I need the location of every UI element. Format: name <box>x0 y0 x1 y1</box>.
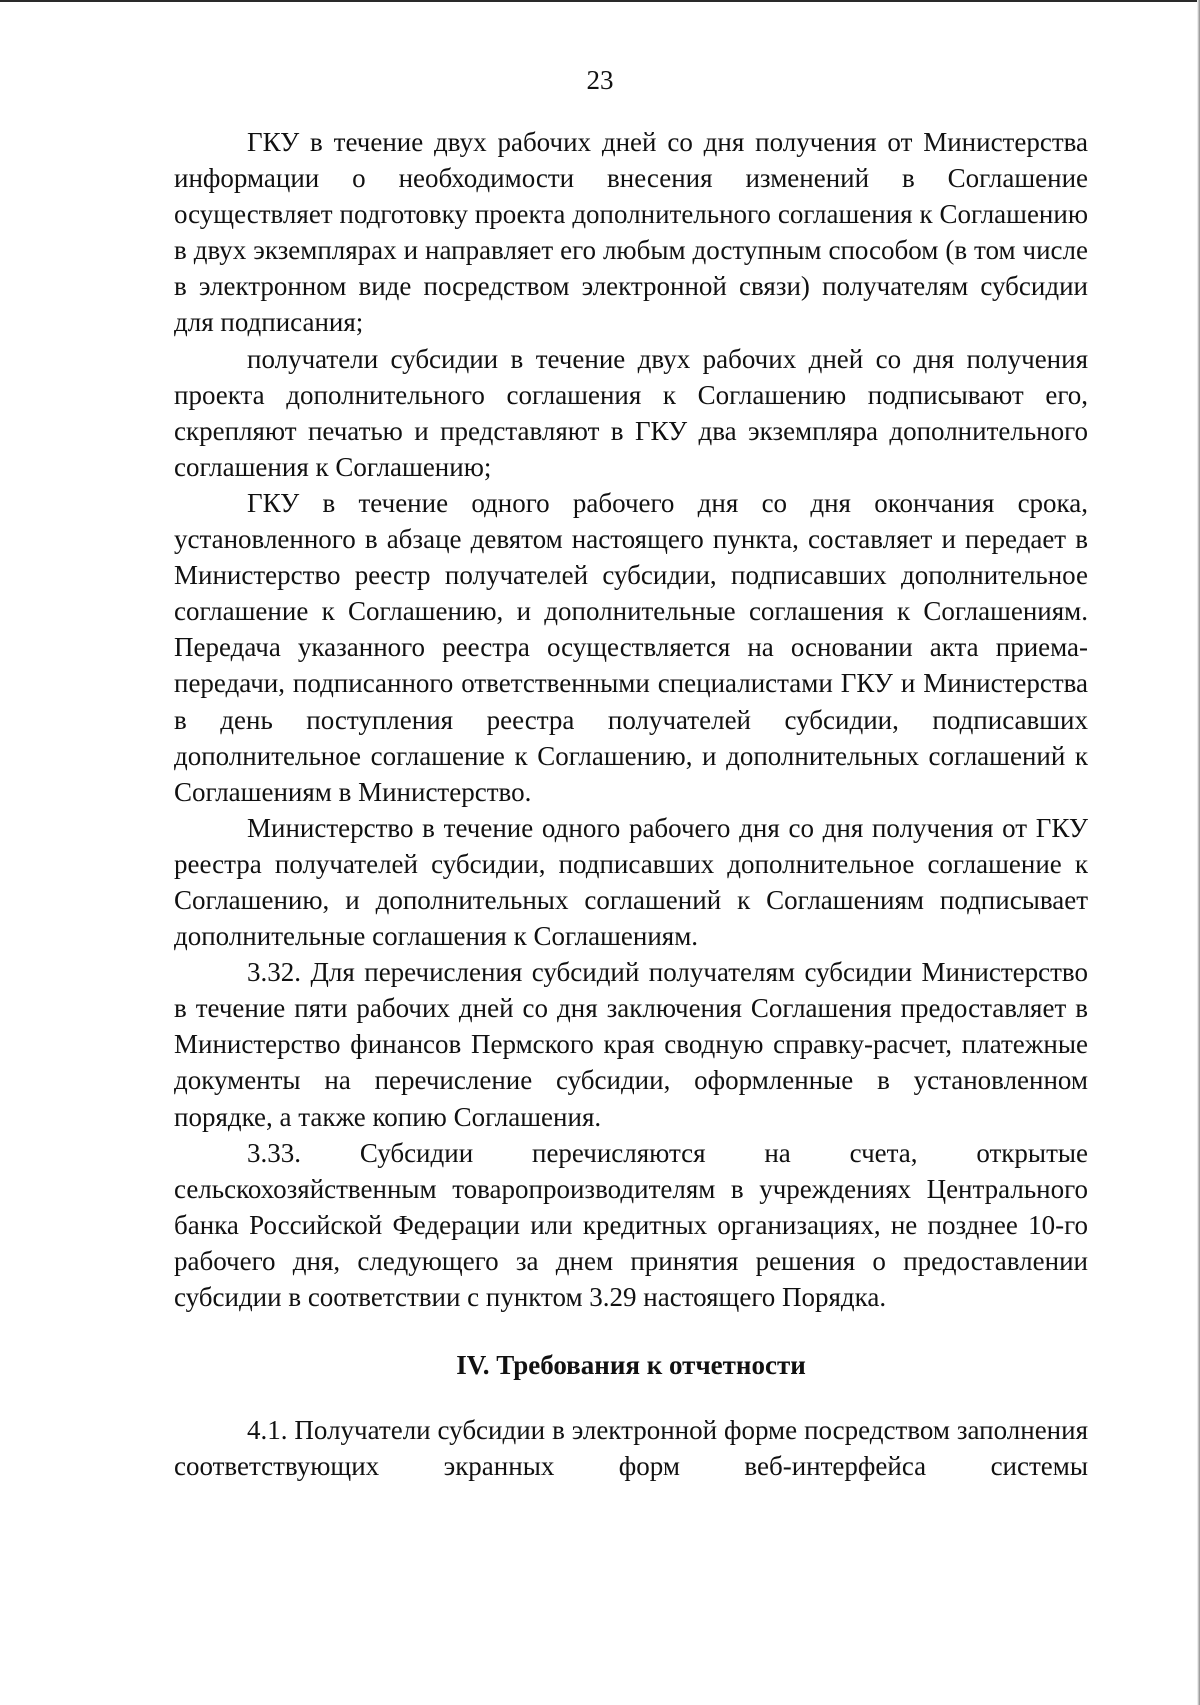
paragraph-gku-registry: ГКУ в течение одного рабочего дня со дня окончания срока, установленного в абзаце девятом настоящего пункта, составляет и передает в Министерство реестр получателей субсидии, подписавших дополнительное соглашение к Соглашению, и дополнительные соглашения к Соглашениям. Передача указанного реестра осуществляется на основании акта приема-передачи, подписанного ответственными специалистами ГКУ и Министерства в день поступления реестра получателей субсидии, подписавших дополнительное соглашение к Соглашению, и дополнительных соглашений к Соглашениям в Министерство. <box>174 487 1088 807</box>
paragraph-3-32: 3.32. Для перечисления субсидий получателям субсидии Министерство в течение пяти рабочих дней со дня заключения Соглашения предоставляет в Министерство финансов Пермского края сводную справку-расчет, платежные документы на перечисление субсидии, оформленные в установленном порядке, а также копию Соглашения. <box>174 957 1088 1132</box>
paragraph-recipients-sign: получатели субсидии в течение двух рабочих дней со дня получения проекта дополнительного соглашения к Соглашению подписывают его, скрепляют печатью и представляют в ГКУ два экземпляра дополнительного соглашения к Соглашению; <box>174 343 1088 482</box>
document-body <box>174 124 1088 1484</box>
paragraph-gku-prepares-draft: ГКУ в течение двух рабочих дней со дня получения от Министерства информации о необходимости внесения изменений в Соглашение осуществляет подготовку проекта дополнительного соглашения к Соглашению в двух экземплярах и направляет его любым доступным способом (в том числе в электронном виде посредством электронной связи) получателям субсидии для подписания; <box>174 127 1088 338</box>
paragraph-3-33: 3.33. Субсидии перечисляются на счета, открытые сельскохозяйственным товаропроизводителям в учреждениях Центрального банка Российской Федерации или кредитных организациях, не позднее 10-го рабочего дня, следующего за днем принятия решения о предоставлении субсидии в соответствии с пунктом 3.29 настоящего Порядка. <box>174 1137 1088 1312</box>
paragraph-4-1: 4.1. Получатели субсидии в электронной форме посредством заполнения соответствующих экранных форм веб-интерфейса системы <box>174 1415 1088 1482</box>
scan-edge-top <box>0 0 1200 2</box>
section-heading: IV. Требования к отчетности <box>456 1350 806 1381</box>
page-number: 23 <box>586 65 614 95</box>
paragraph-ministry-signs: Министерство в течение одного рабочего дня со дня получения от ГКУ реестра получателей субсидии, подписавших дополнительное соглашение к Соглашению, и дополнительных соглашений к Соглашениям подписывает дополнительные соглашения к Соглашениям. <box>174 812 1088 952</box>
